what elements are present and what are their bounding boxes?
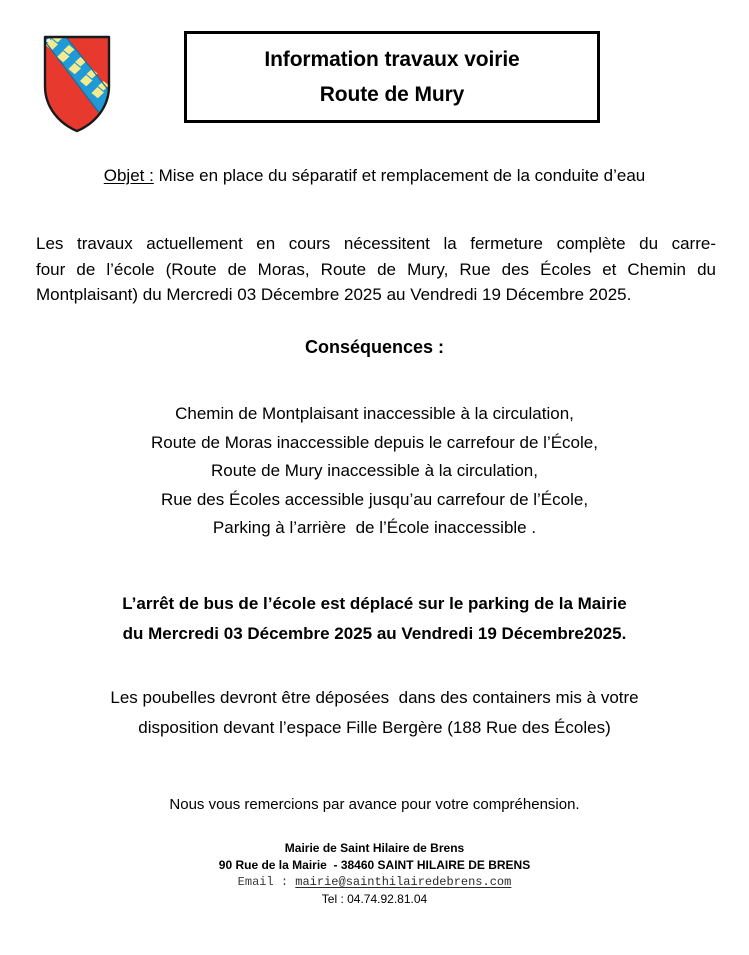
intro-line-3: Montplaisant) du Mercredi 03 Décembre 2025 au Vendredi 19 Décembre 2025. [36, 285, 632, 304]
bus-notice-line-2: du Mercredi 03 Décembre 2025 au Vendredi 19 Décembre2025. [122, 623, 627, 643]
bins-notice-line-2: disposition devant l’espace Fille Bergère (188 Rue des Écoles) [138, 718, 611, 738]
bins-notice [0, 683, 749, 744]
thanks-line: Nous vous remercions par avance pour votre compréhension. [169, 796, 580, 813]
intro-line-2: four de l’école (Route de Moras, Route de Mury, Rue des Écoles et Chemin du [36, 259, 716, 279]
document-header [0, 0, 749, 150]
objet-line [0, 166, 749, 186]
footer-email-line [0, 874, 749, 891]
objet-text: Mise en place du séparatif et remplacement de la conduite d’eau [153, 166, 646, 185]
title-box [184, 31, 600, 123]
intro-paragraph [36, 231, 716, 308]
consequences-heading: Conséquences : [304, 337, 445, 357]
intro-line-1: Les travaux actuellement en cours nécessitent la fermeture complète du carre- [36, 234, 716, 253]
consequence-item: Chemin de Montplaisant inaccessible à la circulation, [175, 404, 574, 423]
footer-organisation: Mairie de Saint Hilaire de Brens [284, 841, 465, 855]
footer-email-label: Email : [237, 875, 296, 890]
consequence-item: Parking à l’arrière de l’École inaccessible . [212, 518, 537, 538]
consequence-item: Rue des Écoles accessible jusqu’au carrefour de l’École, [160, 489, 589, 509]
coat-of-arms-shield-icon [42, 34, 112, 134]
title-line-2: Route de Mury [319, 83, 465, 106]
consequence-item: Route de Mury inaccessible à la circulation, [211, 461, 538, 481]
title-line-1: Information travaux voirie [264, 48, 520, 71]
bins-notice-line-1: Les poubelles devront être déposées dans des containers mis à votre [110, 688, 639, 707]
consequence-item: Route de Moras inaccessible depuis le carrefour de l’École, [151, 432, 598, 452]
document-footer [0, 840, 749, 909]
footer-phone: Tel : 04.74.92.81.04 [321, 892, 428, 907]
bus-notice-line-1: L’arrêt de bus de l’école est déplacé sur le parking de la Mairie [122, 594, 627, 613]
bus-stop-notice [0, 589, 749, 649]
objet-label: Objet : [103, 166, 154, 185]
footer-address: 90 Rue de la Mairie - 38460 SAINT HILAIRE DE BRENS [218, 858, 531, 873]
footer-email-link[interactable]: mairie@sainthilairedebrens.com [295, 875, 512, 890]
consequences-list [0, 400, 749, 543]
